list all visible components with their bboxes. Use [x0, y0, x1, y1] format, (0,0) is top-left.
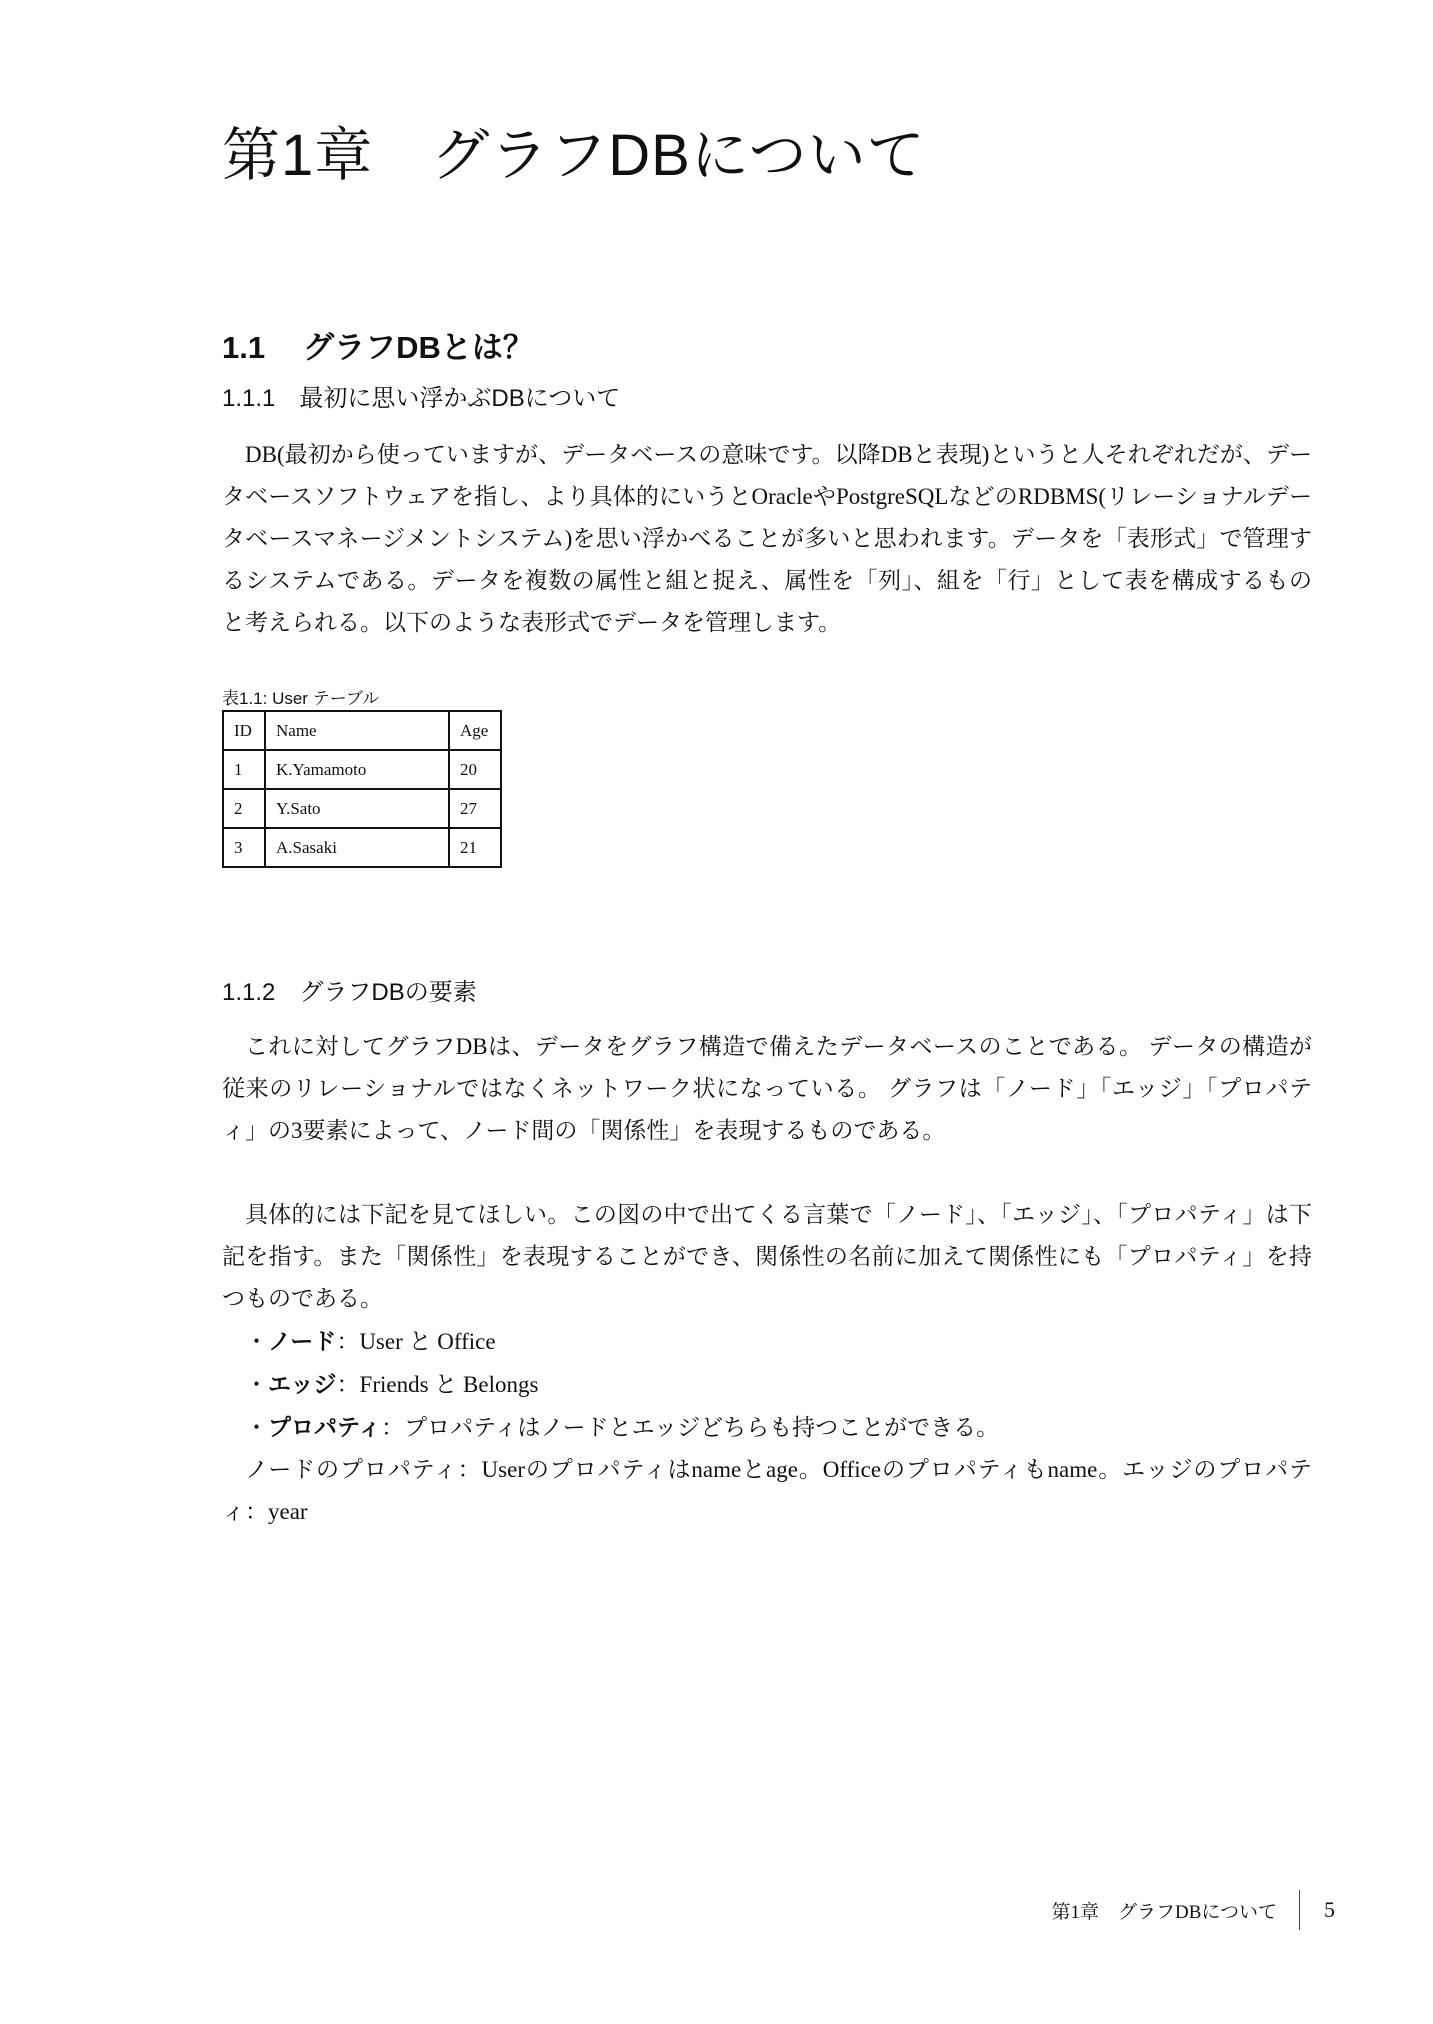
footer-divider [1299, 1890, 1300, 1930]
section-name: グラフDBとは？ [303, 330, 534, 365]
subsection-heading-2 [222, 972, 477, 1007]
cell-name: Y.Sato [265, 789, 449, 828]
subsection-heading-1 [222, 378, 620, 413]
bullet-term: プロパティ [268, 1414, 382, 1440]
cell-name: K.Yamamoto [265, 750, 449, 789]
paragraph-text: ノードのプロパティ：Userのプロパティはnameとage。Officeのプロパティもname。エッジのプロパティ：year [222, 1457, 1312, 1524]
paragraph-text: DB(最初から使っていますが、データベースの意味です。以降DBと表現)というと人それぞれだが、データベースソフトウェアを指し、より具体的にいうとOracleやPostgreSQLなどのRDBMS(リレーショナルデータベースマネージメントシステム)を思い浮かべることが多いと思われます。データを「表形式」で管理するシステムである。データを複数の属性と組と捉え、属性を「列」、組を「行」として表を構成するものと考えられる。以下のような表形式でデータを管理します。 [222, 442, 1312, 635]
page-number: 5 [1324, 1897, 1335, 1922]
paragraph-text: これに対してグラフDBは、データをグラフ構造で備えたデータベースのことである。 データの構造が従来のリレーショナルではなくネットワーク状になっている。 グラフは「ノード」「エッジ」「プロパティ」の3要素によって、ノード間の「関係性」を表現するものである。 [222, 1034, 1312, 1143]
cell-name: A.Sasaki [265, 828, 449, 867]
bullet-item-node [222, 1320, 1312, 1363]
chapter-number: 第1章 [222, 123, 374, 188]
bullet-desc: User と Office [359, 1329, 496, 1354]
bullet-separator: ： [336, 1329, 360, 1354]
paragraph-elements [222, 1194, 1312, 1533]
table-row [223, 750, 501, 789]
bullet-item-edge [222, 1363, 1312, 1406]
table-row [223, 789, 501, 828]
cell-id: 1 [223, 750, 265, 789]
user-table [222, 710, 502, 868]
chapter-name: グラフDBについて [431, 123, 926, 188]
section-number: 1.1 [222, 330, 266, 365]
chapter-title [222, 108, 926, 192]
paragraph-rdbms [222, 434, 1312, 644]
cell-age: 27 [449, 789, 501, 828]
paragraph-text: 具体的には下記を見てほしい。この図の中で出てくる言葉で「ノード」、「エッジ」、「プロパティ」は下記を指す。また「関係性」を表現することができ、関係性の名前に加えて関係性にも「プロパティ」を持つものである。 [222, 1202, 1312, 1311]
bullet-prefix: ・ [245, 1329, 268, 1354]
subsection-number: 1.1.1 [222, 385, 276, 412]
subsection-name: 最初に思い浮かぶDBについて [299, 385, 621, 412]
subsection-number: 1.1.2 [222, 979, 276, 1006]
bullet-desc: Friends と Belongs [359, 1372, 539, 1397]
cell-id: 2 [223, 789, 265, 828]
bullet-separator: ： [336, 1372, 360, 1397]
bullet-desc: プロパティはノードとエッジどちらも持つことができる。 [404, 1415, 1000, 1440]
paragraph-graphdb [222, 1026, 1312, 1152]
cell-age: 21 [449, 828, 501, 867]
table-row [223, 828, 501, 867]
table-header-row [223, 711, 501, 750]
cell-age: 20 [449, 750, 501, 789]
subsection-name: グラフDBの要素 [299, 979, 477, 1006]
cell-id: 3 [223, 828, 265, 867]
bullet-term: エッジ [268, 1371, 337, 1397]
header-name: Name [265, 711, 449, 750]
bullet-term: ノード [268, 1328, 337, 1354]
bullet-prefix: ・ [245, 1372, 268, 1397]
page-footer [1051, 1890, 1335, 1930]
header-age: Age [449, 711, 501, 750]
section-heading [222, 322, 534, 367]
bullet-prefix: ・ [245, 1415, 268, 1440]
bullet-separator: ： [381, 1415, 405, 1440]
header-id: ID [223, 711, 265, 750]
table-caption: 表1.1: User テーブル [222, 689, 380, 708]
running-head: 第1章 グラフDBについて [1051, 1901, 1277, 1923]
bullet-item-property [222, 1406, 1312, 1449]
